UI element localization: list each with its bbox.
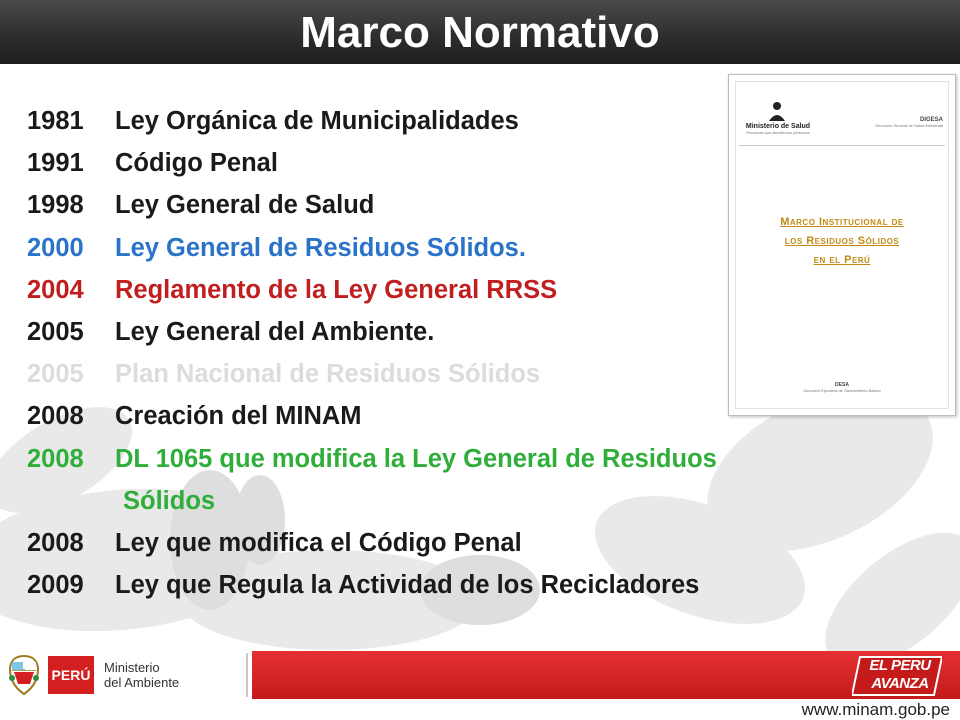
website-url: www.minam.gob.pe — [801, 700, 950, 719]
ministry-label — [104, 660, 179, 690]
list-item — [27, 184, 717, 226]
law-year: 2000 — [27, 233, 84, 262]
law-title: Ley General del Ambiente. — [115, 318, 435, 347]
minsa-logo-icon — [767, 101, 787, 123]
law-year: 2004 — [27, 275, 84, 304]
document-heading-line: Marco Institucional de — [780, 216, 904, 228]
law-year: 1981 — [27, 107, 84, 135]
document-footer-agency — [739, 382, 945, 393]
list-item — [27, 353, 717, 395]
document-footer-full: Dirección Ejecutiva de Saneamiento Básico — [803, 388, 881, 393]
document-heading-line: en el Perú — [813, 254, 871, 266]
slogan-line: EL PERU — [869, 657, 931, 674]
law-list — [27, 100, 717, 606]
document-ministry-tagline: Personas que atendemos personas — [746, 130, 810, 135]
document-divider — [739, 145, 945, 146]
list-item — [27, 269, 717, 311]
page-title: Marco Normativo — [300, 8, 660, 57]
law-year: 1991 — [27, 149, 84, 178]
law-year: 2008 — [27, 402, 84, 431]
law-title: Ley General de Salud — [115, 191, 375, 220]
list-item-continuation: Sólidos — [123, 486, 216, 515]
law-title: Ley Orgánica de Municipalidades — [115, 107, 519, 135]
document-agency-acronym: DIGESA — [919, 117, 943, 123]
list-item — [27, 522, 717, 564]
footer-divider — [246, 653, 248, 697]
document-ministry-name: Ministerio de Salud — [745, 123, 811, 130]
law-year: 2008 — [27, 529, 84, 558]
slogan-text — [860, 657, 940, 693]
law-title: Creación del MINAM — [115, 402, 362, 431]
list-item — [27, 438, 717, 480]
document-ministry — [743, 123, 813, 135]
law-title: Plan Nacional de Residuos Sólidos — [115, 360, 541, 389]
law-year: 2005 — [27, 360, 84, 389]
law-year: 1998 — [27, 191, 84, 220]
document-cover — [728, 74, 956, 416]
list-item — [27, 100, 717, 142]
list-item — [27, 227, 717, 269]
law-title: Reglamento de la Ley General RRSS — [115, 275, 558, 304]
document-footer-acronym: DESA — [835, 382, 849, 388]
law-title: Ley que Regula la Actividad de los Recicladores — [115, 571, 700, 600]
document-agency-full: Dirección General de Salud Ambiental — [875, 123, 943, 128]
law-year: 2008 — [27, 444, 84, 473]
ministry-label-line: del Ambiente — [104, 675, 180, 690]
list-item — [27, 142, 717, 184]
ministry-label-line: Ministerio — [104, 660, 160, 675]
list-item — [27, 395, 717, 437]
law-year: 2005 — [27, 318, 84, 347]
list-item — [27, 311, 717, 353]
document-heading — [739, 213, 945, 270]
law-title: DL 1065 que modifica la Ley General de Residuos — [115, 444, 717, 473]
document-heading-line: los Residuos Sólidos — [784, 235, 900, 247]
law-title: Ley General de Residuos Sólidos. — [115, 233, 526, 262]
peru-label: PERÚ — [48, 656, 94, 694]
law-year: 2009 — [27, 571, 84, 600]
law-title: Código Penal — [115, 149, 278, 178]
list-item — [27, 564, 717, 606]
law-title: Ley que modifica el Código Penal — [115, 529, 522, 558]
slogan-line: AVANZA — [871, 675, 929, 692]
coat-of-arms-icon — [6, 654, 42, 696]
document-agency — [833, 117, 943, 128]
